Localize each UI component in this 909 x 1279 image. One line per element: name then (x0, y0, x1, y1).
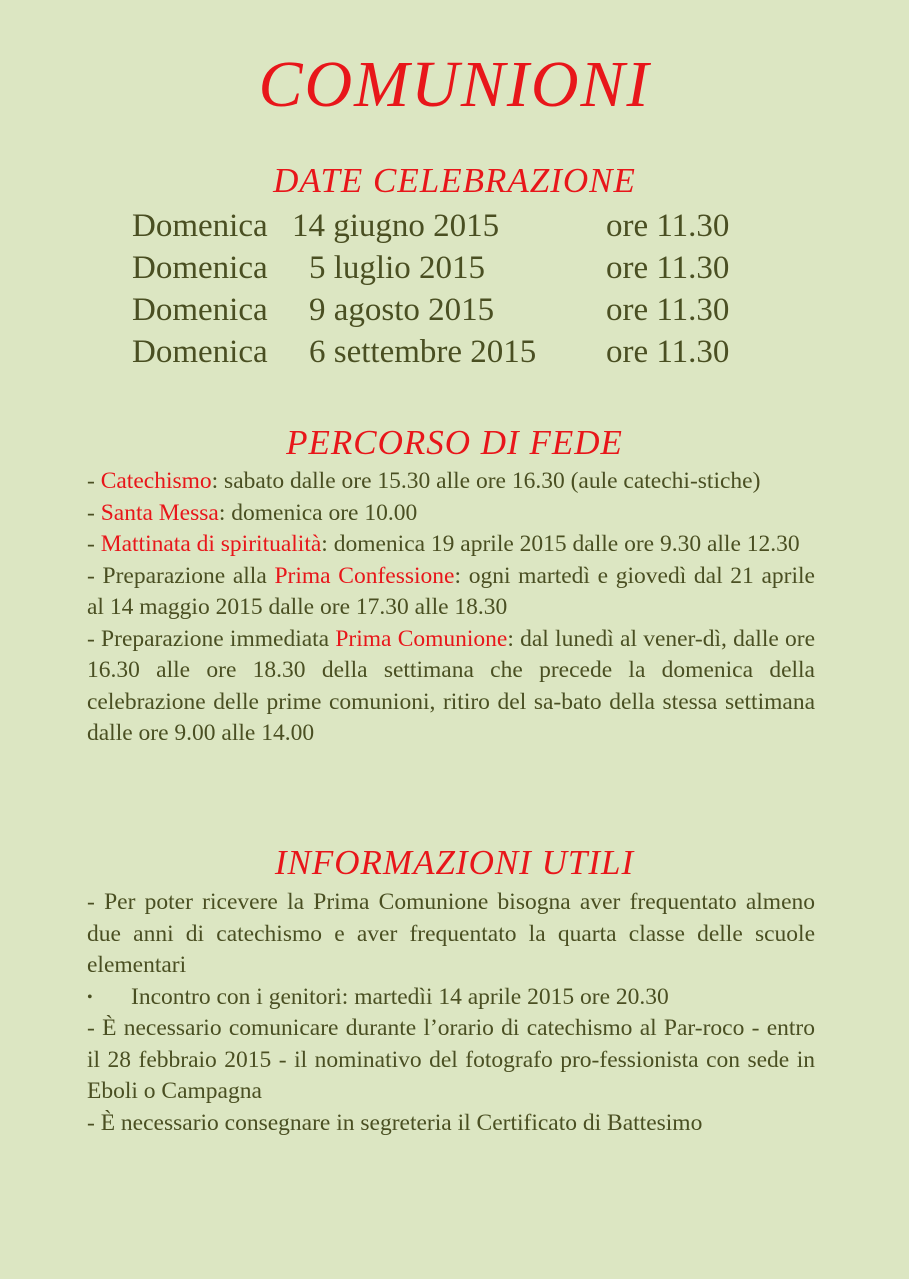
page-title: COMUNIONI (258, 48, 651, 121)
item-highlight: Prima Comunione (335, 625, 508, 652)
bullet-icon: • (87, 988, 93, 1006)
percorso-item (87, 498, 815, 530)
date-day: Domenica (132, 292, 268, 328)
item-prefix: - Preparazione alla (87, 562, 275, 589)
percorso-item (87, 624, 815, 750)
date-date: 6 settembre 2015 (309, 334, 537, 370)
item-highlight: Prima Confessione (274, 562, 455, 589)
date-row (132, 331, 772, 373)
item-highlight: Catechismo (100, 468, 212, 494)
date-time: ore 11.30 (606, 250, 730, 286)
info-item-text: Incontro con i genitori: martedìi 14 aprile 2015 ore 20.30 (131, 983, 669, 1010)
date-date: 14 giugno 2015 (292, 208, 500, 244)
date-time: ore 11.30 (606, 292, 730, 328)
item-highlight: Mattinata di spiritualità (100, 531, 322, 557)
date-date: 5 luglio 2015 (309, 250, 486, 286)
percorso-list (87, 466, 815, 750)
info-heading: INFORMAZIONI UTILI (274, 843, 635, 882)
info-item: - Per poter ricevere la Prima Comunione bisogna aver frequentato almeno due anni di catechismo e aver frequentato la quarta classe delle scuole elementari (87, 889, 815, 978)
item-text: : domenica 19 aprile 2015 dalle ore 9.30 alle 12.30 (321, 531, 800, 557)
date-row (132, 205, 772, 247)
date-row (132, 289, 772, 331)
item-highlight: Santa Messa (100, 499, 219, 526)
dates-heading: DATE CELEBRAZIONE (273, 161, 636, 200)
item-text: : dal lunedì al vener-dì, dalle ore 16.30 alle ore 18.30 della settimana che precede la domenica della celebrazione delle prime comunioni, ritiro del sa-bato della stessa settimana dalle ore 9.00 alle 14.00 (87, 625, 816, 746)
info-item: - È necessario comunicare durante l’orario di catechismo al Par-roco - entro il 28 febbraio 2015 - il nominativo del fotografo pro-fessionista con sede in Eboli o Campagna (87, 1015, 815, 1104)
date-time: ore 11.30 (606, 334, 730, 370)
date-day: Domenica (132, 334, 268, 370)
date-day: Domenica (132, 208, 268, 244)
percorso-item (87, 466, 815, 498)
item-prefix: - (87, 531, 101, 557)
info-item: - È necessario consegnare in segreteria il Certificato di Battesimo (87, 1109, 703, 1136)
date-row (132, 247, 772, 289)
percorso-item (87, 561, 815, 624)
info-list (87, 887, 815, 1139)
dates-list (132, 205, 772, 373)
date-date: 9 agosto 2015 (309, 292, 495, 328)
percorso-item (87, 529, 815, 561)
item-prefix: - (87, 499, 101, 526)
percorso-heading: PERCORSO DI FEDE (286, 423, 623, 462)
item-text: : domenica ore 10.00 (218, 499, 418, 526)
date-day: Domenica (132, 250, 268, 286)
item-prefix: - Preparazione immediata (87, 625, 336, 652)
item-text: : ogni martedì e giovedì dal 21 aprile al 14 maggio 2015 dalle ore 17.30 alle 18.30 (87, 562, 815, 620)
item-prefix: - (87, 468, 101, 494)
info-bullet-item (87, 982, 815, 1014)
date-time: ore 11.30 (606, 208, 730, 244)
item-text: : sabato dalle ore 15.30 alle ore 16.30 (aule catechi-stiche) (211, 468, 761, 494)
